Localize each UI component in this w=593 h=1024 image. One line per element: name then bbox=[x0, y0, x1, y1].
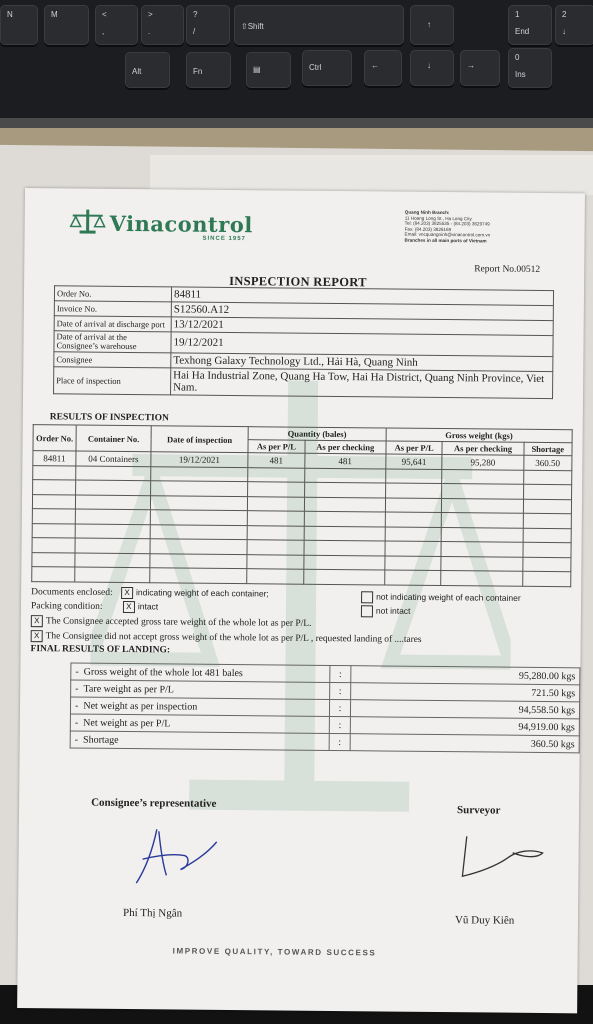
final-value: 95,280.00 kgs bbox=[351, 666, 580, 685]
surveyor-name: Vũ Duy Kiên bbox=[454, 914, 515, 927]
final-value: 94,558.50 kgs bbox=[350, 700, 579, 719]
final-results-title: FINAL RESULTS OF LANDING: bbox=[30, 644, 171, 656]
checkbox-checked[interactable]: X bbox=[123, 601, 135, 613]
key-ctrl: Ctrl bbox=[302, 50, 352, 86]
report-title: INSPECTION REPORT bbox=[229, 273, 367, 290]
colon: : bbox=[330, 665, 351, 682]
checkbox-checked[interactable]: X bbox=[121, 587, 133, 599]
checkbox-unchecked[interactable] bbox=[361, 591, 373, 603]
consignee-label: Consignee bbox=[54, 352, 171, 368]
not-accepted-text: The Consignee did not accept gross weight of the whole lot as per P/L , requested landing of ....tares bbox=[45, 631, 422, 645]
branch-line: 11 Hoang Long St., Ha Long City bbox=[404, 215, 472, 221]
key-alt: Alt bbox=[125, 52, 170, 88]
invoice-no-value: S12560.A12 bbox=[171, 302, 553, 321]
consignee-signature bbox=[128, 819, 219, 890]
surveyor-signature bbox=[458, 832, 548, 883]
colon: : bbox=[329, 699, 350, 716]
documents-enclosed-label: Documents enclosed: bbox=[31, 587, 113, 599]
documents-checked-text: indicating weight of each container; bbox=[135, 587, 269, 599]
cell-date: 19/12/2021 bbox=[151, 452, 248, 467]
col-qty-pl: As per P/L bbox=[248, 440, 305, 454]
final-label: Shortage bbox=[82, 734, 119, 746]
final-value: 94,919.00 kgs bbox=[350, 717, 579, 736]
vinacontrol-logo bbox=[70, 208, 253, 243]
documents-unchecked-row bbox=[361, 591, 521, 605]
documents-unchecked-text: not indicating weight of each container bbox=[376, 591, 521, 603]
place-label: Place of inspection bbox=[54, 367, 171, 395]
cell-container-no: 04 Containers bbox=[76, 451, 151, 466]
col-qty-check: As per checking bbox=[305, 440, 386, 454]
key-up: ↑ bbox=[410, 5, 454, 45]
col-shortage: Shortage bbox=[523, 442, 572, 455]
final-label-cell bbox=[70, 731, 329, 750]
key-comma: < , bbox=[95, 5, 138, 45]
packing-condition-row bbox=[31, 600, 158, 613]
dash: - bbox=[74, 734, 79, 746]
cell-qty-check: 481 bbox=[305, 453, 386, 468]
cell-gross-check: 95,280 bbox=[442, 455, 523, 470]
colon: : bbox=[330, 682, 351, 699]
report-number: Report No.00512 bbox=[474, 264, 541, 275]
branch-line: Email: vncquangninh@vinacontrol.com.vn bbox=[404, 231, 491, 238]
key-end: 1 End bbox=[508, 5, 552, 45]
final-label: Gross weight of the whole lot 481 bales bbox=[83, 666, 243, 679]
keyboard bbox=[0, 0, 593, 128]
col-order-no: Order No. bbox=[33, 425, 76, 451]
final-value: 360.50 kgs bbox=[350, 734, 579, 753]
key-slash: ? / bbox=[186, 5, 230, 45]
col-date: Date of inspection bbox=[151, 426, 248, 453]
key-ins: 0 Ins bbox=[508, 48, 552, 88]
accepted-text: The Consignee accepted gross tare weight of the whole lot as per P/L. bbox=[45, 616, 312, 629]
col-container-no: Container No. bbox=[76, 425, 151, 452]
key-menu: ▤ bbox=[246, 52, 291, 88]
key-shift: ⇧Shift bbox=[234, 5, 404, 45]
branch-line: Branches in all main ports of Vietnam bbox=[404, 237, 487, 243]
packing-condition-label: Packing condition: bbox=[30, 601, 103, 612]
results-section-title: RESULTS OF INSPECTION bbox=[49, 412, 169, 424]
colon: : bbox=[329, 716, 350, 733]
col-gross-pl: As per P/L bbox=[386, 441, 443, 455]
checkbox-checked[interactable]: X bbox=[31, 615, 43, 627]
packing-unchecked-row bbox=[361, 605, 411, 617]
inspection-report-document bbox=[17, 188, 585, 1013]
consignee-representative-title: Consignee’s representative bbox=[91, 796, 217, 810]
col-quantity: Quantity (bales) bbox=[248, 427, 386, 441]
key-m: M bbox=[44, 5, 89, 45]
checkbox-unchecked[interactable] bbox=[361, 605, 373, 617]
key-right: → bbox=[460, 50, 500, 86]
key-period: > . bbox=[141, 5, 184, 45]
logo-name: Vinacontrol bbox=[109, 210, 253, 238]
arrival-warehouse-label: Date of arrival at the Consignee’s warehouse bbox=[54, 331, 171, 353]
final-label: Net weight as per P/L bbox=[83, 717, 171, 729]
order-no-label: Order No. bbox=[54, 286, 171, 302]
place-value: Hai Ha Industrial Zone, Quang Ha Tow, Hai Ha District, Quang Ninh Province, Viet Nam. bbox=[171, 368, 553, 399]
consignee-value: Texhong Galaxy Technology Ltd., Hải Hà, Quang Ninh bbox=[171, 353, 553, 372]
key-n: N bbox=[0, 5, 38, 45]
branch-line: Quang Ninh Branch: bbox=[404, 209, 450, 216]
order-no-value: 84811 bbox=[171, 287, 553, 306]
branch-address bbox=[404, 210, 564, 245]
final-value: 721.50 kgs bbox=[351, 683, 580, 702]
packing-not-intact-text: not intact bbox=[375, 605, 411, 616]
documents-enclosed-row bbox=[31, 586, 269, 600]
shipment-info-table bbox=[53, 285, 554, 399]
packing-intact-text: intact bbox=[137, 601, 159, 612]
col-gross-check: As per checking bbox=[442, 442, 523, 456]
cell-shortage: 360.50 bbox=[523, 455, 572, 470]
final-label: Net weight as per inspection bbox=[83, 700, 198, 713]
dash: - bbox=[74, 717, 79, 729]
key-down: ↓ bbox=[410, 50, 454, 86]
checkbox-checked[interactable]: X bbox=[31, 630, 43, 642]
cell-order-no: 84811 bbox=[33, 451, 76, 466]
branch-line: Tel: (84.203) 3825535 - (84.203) 3629749 bbox=[404, 220, 490, 227]
key-left: ← bbox=[364, 50, 402, 86]
col-gross-weight: Gross weight (kgs) bbox=[386, 428, 572, 443]
surveyor-title: Surveyor bbox=[456, 804, 501, 817]
dash: - bbox=[75, 683, 79, 695]
arrival-warehouse-value: 19/12/2021 bbox=[171, 332, 553, 357]
logo-since: SINCE 1957 bbox=[202, 235, 246, 243]
table-row bbox=[54, 367, 553, 399]
branch-line: Fax: (84.203) 3826169 bbox=[404, 226, 452, 232]
cell-qty-pl: 481 bbox=[248, 453, 305, 468]
cell-gross-pl: 95,641 bbox=[386, 454, 443, 469]
key-fn: Fn bbox=[186, 52, 231, 88]
key-2: 2 ↓ bbox=[555, 5, 593, 45]
colon: : bbox=[329, 733, 350, 750]
invoice-no-label: Invoice No. bbox=[54, 301, 171, 317]
dash: - bbox=[74, 700, 79, 712]
accepted-row bbox=[31, 615, 312, 630]
arrival-port-label: Date of arrival at discharge port bbox=[54, 316, 171, 332]
consignee-name: Phí Thị Ngân bbox=[122, 906, 183, 920]
not-accepted-row bbox=[31, 630, 422, 646]
arrival-port-value: 13/12/2021 bbox=[171, 317, 553, 336]
final-results-table bbox=[70, 662, 581, 753]
final-label: Tare weight as per P/L bbox=[83, 683, 174, 695]
scale-logo-icon bbox=[70, 208, 106, 234]
inspection-results-table bbox=[31, 424, 572, 587]
footer-slogan: IMPROVE QUALITY, TOWARD SUCCESS bbox=[172, 946, 377, 958]
dash: - bbox=[75, 666, 79, 678]
